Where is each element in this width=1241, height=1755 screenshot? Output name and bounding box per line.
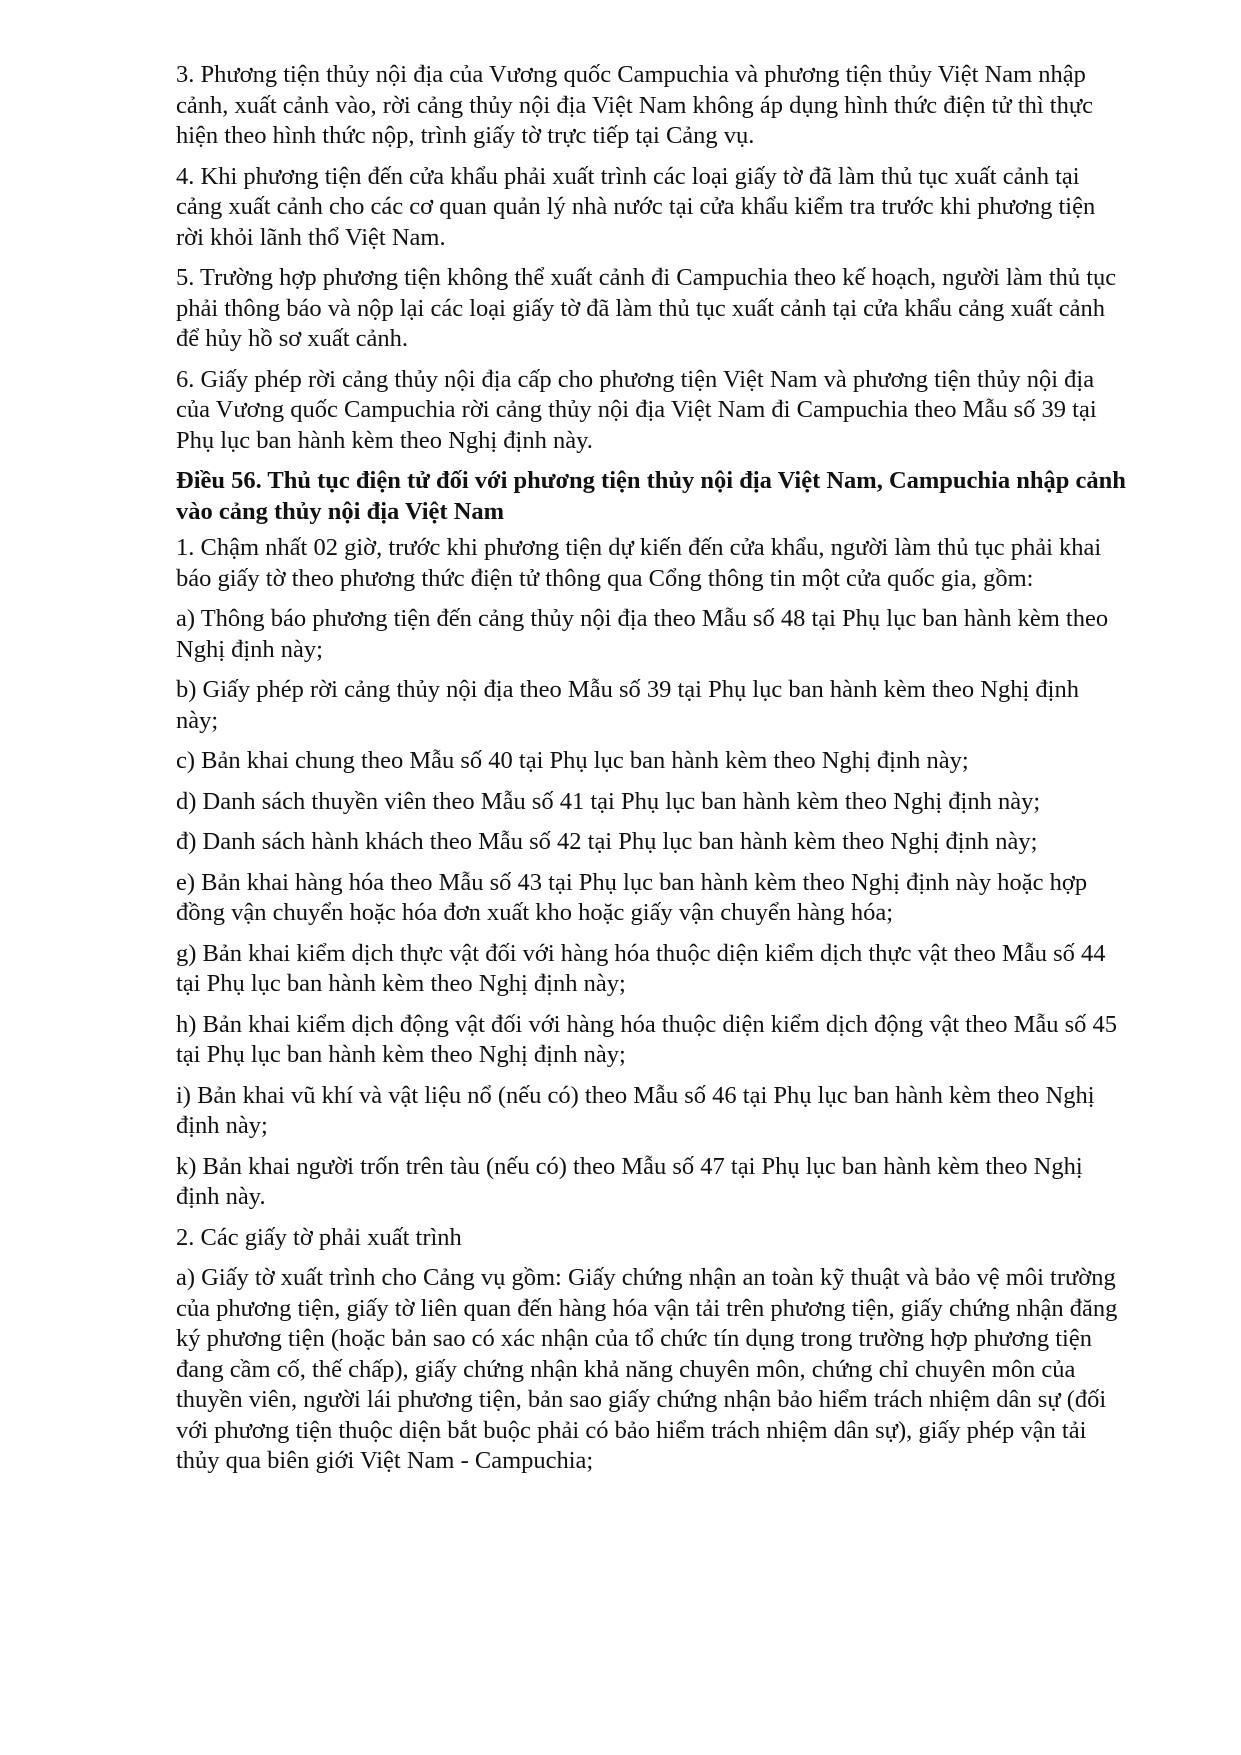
item-a: a) Thông báo phương tiện đến cảng thủy nội địa theo Mẫu số 48 tại Phụ lục ban hành kèm theo Nghị định này;: [176, 605, 1109, 663]
item-dd: đ) Danh sách hành khách theo Mẫu số 42 tại Phụ lục ban hành kèm theo Nghị định này;: [176, 828, 1038, 855]
paragraph-6: 6. Giấy phép rời cảng thủy nội địa cấp cho phương tiện Việt Nam và phương tiện thủy nội địa của Vương quốc Campuchia rời cảng thủy nội địa Việt Nam đi Campuchia theo Mẫu số 39 tại Phụ lục ban hành kèm theo Nghị định này.: [176, 365, 1097, 454]
paragraph-5: 5. Trường hợp phương tiện không thể xuất cảnh đi Campuchia theo kế hoạch, người làm thủ tục phải thông báo và nộp lại các loại giấy tờ đã làm thủ tục xuất cảnh tại cửa khẩu cảng xuất cảnh để hủy hồ sơ xuất cảnh.: [176, 264, 1117, 352]
item-h: h) Bản khai kiểm dịch động vật đối với hàng hóa thuộc diện kiểm dịch động vật theo Mẫu số 45 tại Phụ lục ban hành kèm theo Nghị định này;: [176, 1010, 1118, 1068]
clause-2-item-a: a) Giấy tờ xuất trình cho Cảng vụ gồm: Giấy chứng nhận an toàn kỹ thuật và bảo vệ môi trường của phương tiện, giấy tờ liên quan đến hàng hóa vận tải trên phương tiện, giấy chứng nhận đăng ký phương tiện (hoặc bản sao có xác nhận của tổ chức tín dụng trong trường hợp phương tiện đang cầm cố, thế chấp), giấy chứng nhận khả năng chuyên môn, chứng chỉ chuyên môn của thuyền viên, người lái phương tiện, bản sao giấy chứng nhận bảo hiểm trách nhiệm dân sự (đối với phương tiện thuộc diện bắt buộc phải có bảo hiểm trách nhiệm dân sự), giấy phép vận tải thủy qua biên giới Việt Nam - Campuchia;: [176, 1264, 1118, 1474]
item-c: c) Bản khai chung theo Mẫu số 40 tại Phụ lục ban hành kèm theo Nghị định này;: [176, 747, 969, 774]
item-g: g) Bản khai kiểm dịch thực vật đối với hàng hóa thuộc diện kiểm dịch thực vật theo Mẫu số 44 tại Phụ lục ban hành kèm theo Nghị định này;: [176, 939, 1106, 997]
paragraph-4: 4. Khi phương tiện đến cửa khẩu phải xuất trình các loại giấy tờ đã làm thủ tục xuất cảnh tại cảng xuất cảnh cho các cơ quan quản lý nhà nước tại cửa khẩu kiểm tra trước khi phương tiện rời khỏi lãnh thổ Việt Nam.: [176, 162, 1096, 251]
item-k: k) Bản khai người trốn trên tàu (nếu có) theo Mẫu số 47 tại Phụ lục ban hành kèm theo Nghị định này.: [176, 1152, 1083, 1210]
article-56-heading: Điều 56. Thủ tục điện tử đối với phương tiện thủy nội địa Việt Nam, Campuchia nhập cảnh vào cảng thủy nội địa Việt Nam: [176, 467, 1126, 525]
clause-1: 1. Chậm nhất 02 giờ, trước khi phương tiện dự kiến đến cửa khẩu, người làm thủ tục phải khai báo giấy tờ theo phương thức điện tử thông qua Cổng thông tin một cửa quốc gia, gồm:: [176, 534, 1102, 592]
item-i: i) Bản khai vũ khí và vật liệu nổ (nếu có) theo Mẫu số 46 tại Phụ lục ban hành kèm theo Nghị định này;: [176, 1081, 1095, 1139]
item-e: e) Bản khai hàng hóa theo Mẫu số 43 tại Phụ lục ban hành kèm theo Nghị định này hoặc hợp đồng vận chuyển hoặc hóa đơn xuất kho hoặc giấy vận chuyển hàng hóa;: [176, 868, 1088, 926]
item-d: d) Danh sách thuyền viên theo Mẫu số 41 tại Phụ lục ban hành kèm theo Nghị định này;: [176, 787, 1041, 815]
item-b: b) Giấy phép rời cảng thủy nội địa theo Mẫu số 39 tại Phụ lục ban hành kèm theo Nghị định này;: [176, 676, 1079, 734]
paragraph-3: 3. Phương tiện thủy nội địa của Vương quốc Campuchia và phương tiện thủy Việt Nam nhập cảnh, xuất cảnh vào, rời cảng thủy nội địa Việt Nam không áp dụng hình thức điện tử thì thực hiện theo hình thức nộp, trình giấy tờ trực tiếp tại Cảng vụ.: [176, 61, 1094, 149]
clause-2: 2. Các giấy tờ phải xuất trình: [176, 1223, 462, 1251]
document-page: [176, 60, 1126, 1487]
